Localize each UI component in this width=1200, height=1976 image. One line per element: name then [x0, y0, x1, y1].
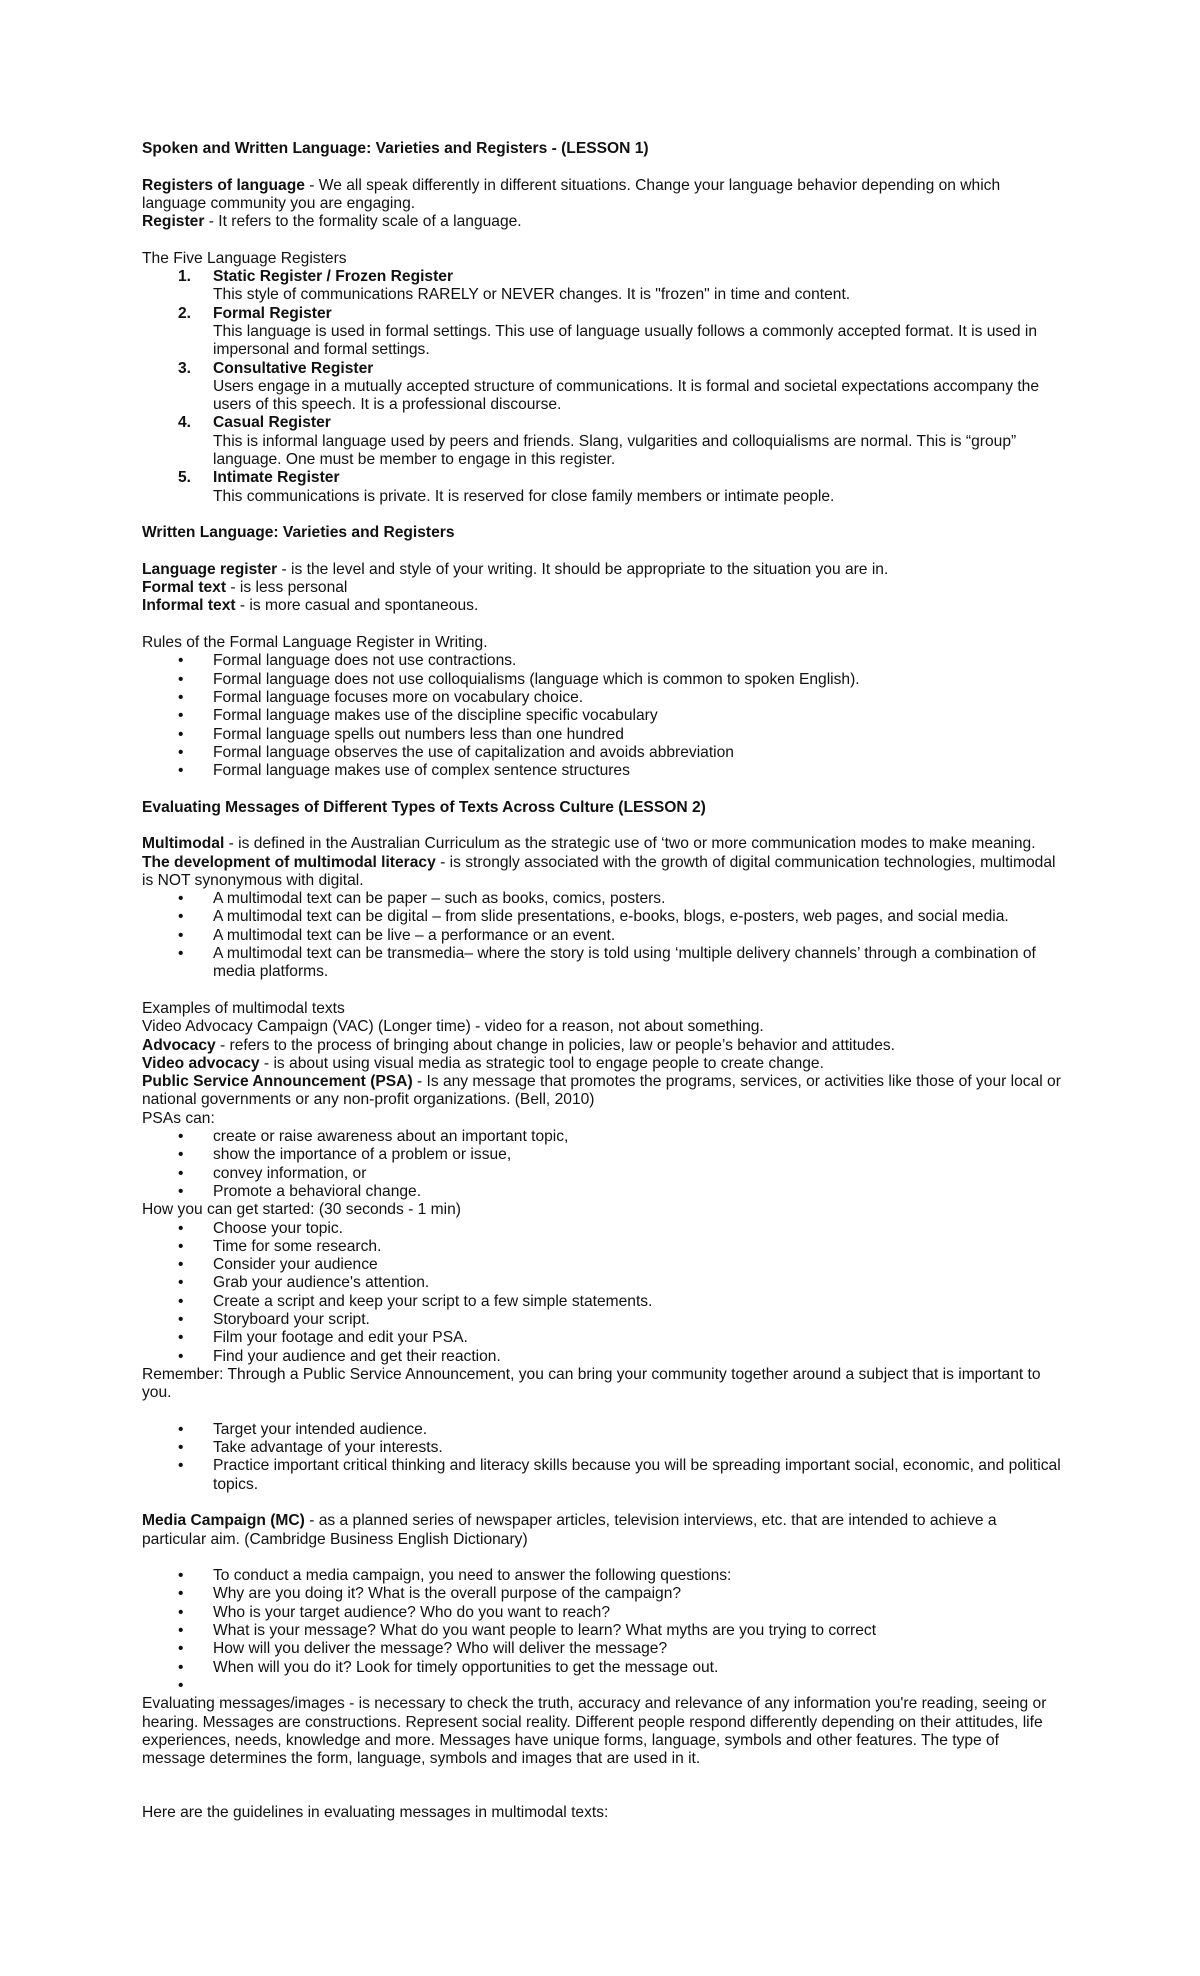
list-item: • Grab your audience's attention. [142, 1274, 1062, 1292]
list-item: • A multimodal text can be digital – from slide presentations, e-books, blogs, e-posters, web pages, and social media. [142, 908, 1062, 926]
list-item: • A multimodal text can be paper – such as books, comics, posters. [142, 890, 1062, 908]
vac-line: Video Advocacy Campaign (VAC) (Longer time) - video for a reason, not about something. [142, 1018, 764, 1036]
document-page [142, 140, 1062, 1823]
list-item: • What is your message? What do you want people to learn? What myths are you trying to correct [142, 1622, 1062, 1640]
list-item: • Formal language spells out numbers less than one hundred [142, 726, 1062, 744]
list-item: • Film your footage and edit your PSA. [142, 1329, 1062, 1347]
list-item: • Formal language makes use of the discipline specific vocabulary [142, 707, 1062, 725]
list-item: • Create a script and keep your script to a few simple statements. [142, 1293, 1062, 1311]
get-started-label: How you can get started: (30 seconds - 1 min) [142, 1201, 461, 1219]
multimodal-literacy-definition: The development of multimodal literacy - is strongly associated with the growth of digital communication technologies, multimodal is NOT synonymous with digital. [142, 853, 1056, 889]
multimodal-list [142, 890, 1062, 981]
list-item: • Formal language makes use of complex sentence structures [142, 762, 1062, 780]
list-item: • Consider your audience [142, 1256, 1062, 1274]
list-item: • To conduct a media campaign, you need to answer the following questions: [142, 1567, 1062, 1585]
list-item: • Storyboard your script. [142, 1311, 1062, 1329]
language-register-definition: Language register - is the level and style of your writing. It should be appropriate to the situation you are in. [142, 560, 889, 578]
media-campaign-list [142, 1567, 1062, 1695]
list-item: • A multimodal text can be live – a performance or an event. [142, 927, 1062, 945]
list-item: • Time for some research. [142, 1238, 1062, 1256]
register-definition: Register - It refers to the formality scale of a language. [142, 213, 522, 231]
list-item: • create or raise awareness about an important topic, [142, 1128, 1062, 1146]
list-item: • Formal language does not use colloquialisms (language which is common to spoken English). [142, 671, 1062, 689]
media-campaign-definition: Media Campaign (MC) - as a planned series of newspaper articles, television interviews, etc. that are intended to achieve a particular aim. (Cambridge Business English Dictionary) [142, 1512, 997, 1548]
formal-text-definition: Formal text - is less personal [142, 579, 348, 597]
video-advocacy-definition: Video advocacy - is about using visual media as strategic tool to engage people to create change. [142, 1054, 824, 1072]
register-item: 5. Intimate Register This communications is private. It is reserved for close family members or intimate people. [178, 469, 835, 505]
psa-definition: Public Service Announcement (PSA) - Is any message that promotes the programs, services, or activities like those of your local or national governments or any non-profit organizations. (Bell, 2010) [142, 1073, 1061, 1109]
written-heading: Written Language: Varieties and Registers [142, 524, 455, 542]
list-item: • Formal language focuses more on vocabulary choice. [142, 689, 1062, 707]
list-item: • show the importance of a problem or issue, [142, 1146, 1062, 1164]
register-item: 1. Static Register / Frozen Register This style of communications RARELY or NEVER changes. It is "frozen" in time and content. [178, 268, 851, 304]
registers-definition: Registers of language - We all speak differently in different situations. Change your language behavior depending on which language community you are engaging. [142, 176, 1001, 212]
list-item: • Formal language does not use contractions. [142, 652, 1062, 670]
psa-can-label: PSAs can: [142, 1109, 215, 1127]
remember-list [142, 1421, 1062, 1494]
guidelines-line: Here are the guidelines in evaluating messages in multimodal texts: [142, 1804, 609, 1822]
list-item: • A multimodal text can be transmedia– where the story is told using ‘multiple delivery channels’ through a combination of media platforms. [142, 945, 1062, 982]
register-item: 2. Formal Register This language is used in formal settings. This use of language usually follows a commonly accepted format. It is used in impersonal and formal settings. [178, 304, 1038, 359]
list-item: • Target your intended audience. [142, 1421, 1062, 1439]
five-registers-heading: The Five Language Registers [142, 249, 347, 267]
lesson2-heading: Evaluating Messages of Different Types of Texts Across Culture (LESSON 2) [142, 798, 706, 816]
list-item: • Choose your topic. [142, 1220, 1062, 1238]
list-item: • Practice important critical thinking and literacy skills because you will be spreading important social, economic, and political topics. [142, 1457, 1062, 1494]
examples-heading: Examples of multimodal texts [142, 999, 345, 1017]
list-item: • Promote a behavioral change. [142, 1183, 1062, 1201]
register-item: 4. Casual Register This is informal language used by peers and friends. Slang, vulgarities and colloquialisms are normal. This is “group” language. One must be member to engage in this register. [178, 414, 1017, 469]
five-registers-list [142, 268, 1062, 506]
page-title: Spoken and Written Language: Varieties and Registers - (LESSON 1) [142, 140, 649, 157]
get-started-list [142, 1220, 1062, 1366]
informal-text-definition: Informal text - is more casual and spontaneous. [142, 597, 479, 615]
list-item: • Who is your target audience? Who do you want to reach? [142, 1604, 1062, 1622]
remember-paragraph: Remember: Through a Public Service Announcement, you can bring your community together around a subject that is important to you. [142, 1365, 1041, 1402]
evaluating-paragraph: Evaluating messages/images - is necessary to check the truth, accuracy and relevance of any information you're reading, seeing or hearing. Messages are constructions. Represent social reality. Different people respond differently depending on their attitudes, life experiences, needs, knowledge and more. Messages have unique forms, language, symbols and other features. The type of message determines the form, language, symbols and images that are used in it. [142, 1695, 1047, 1768]
list-item [142, 1677, 1062, 1695]
advocacy-definition: Advocacy - refers to the process of bringing about change in policies, law or people’s behavior and attitudes. [142, 1036, 896, 1054]
list-item: • Why are you doing it? What is the overall purpose of the campaign? [142, 1585, 1062, 1603]
list-item: • How will you deliver the message? Who will deliver the message? [142, 1640, 1062, 1658]
list-item: • Take advantage of your interests. [142, 1439, 1062, 1457]
psa-list [142, 1128, 1062, 1201]
list-item: • Formal language observes the use of capitalization and avoids abbreviation [142, 744, 1062, 762]
multimodal-definition: Multimodal - is defined in the Australian Curriculum as the strategic use of ‘two or more communication modes to make meaning. [142, 835, 1036, 853]
list-item: • Find your audience and get their reaction. [142, 1348, 1062, 1366]
rules-list [142, 652, 1062, 780]
list-item: • convey information, or [142, 1165, 1062, 1183]
rules-heading: Rules of the Formal Language Register in Writing. [142, 634, 488, 652]
register-item: 3. Consultative Register Users engage in a mutually accepted structure of communications. It is formal and societal expectations accompany the users of this speech. It is a professional discourse. [178, 359, 1040, 414]
list-item: • When will you do it? Look for timely opportunities to get the message out. [142, 1659, 1062, 1677]
